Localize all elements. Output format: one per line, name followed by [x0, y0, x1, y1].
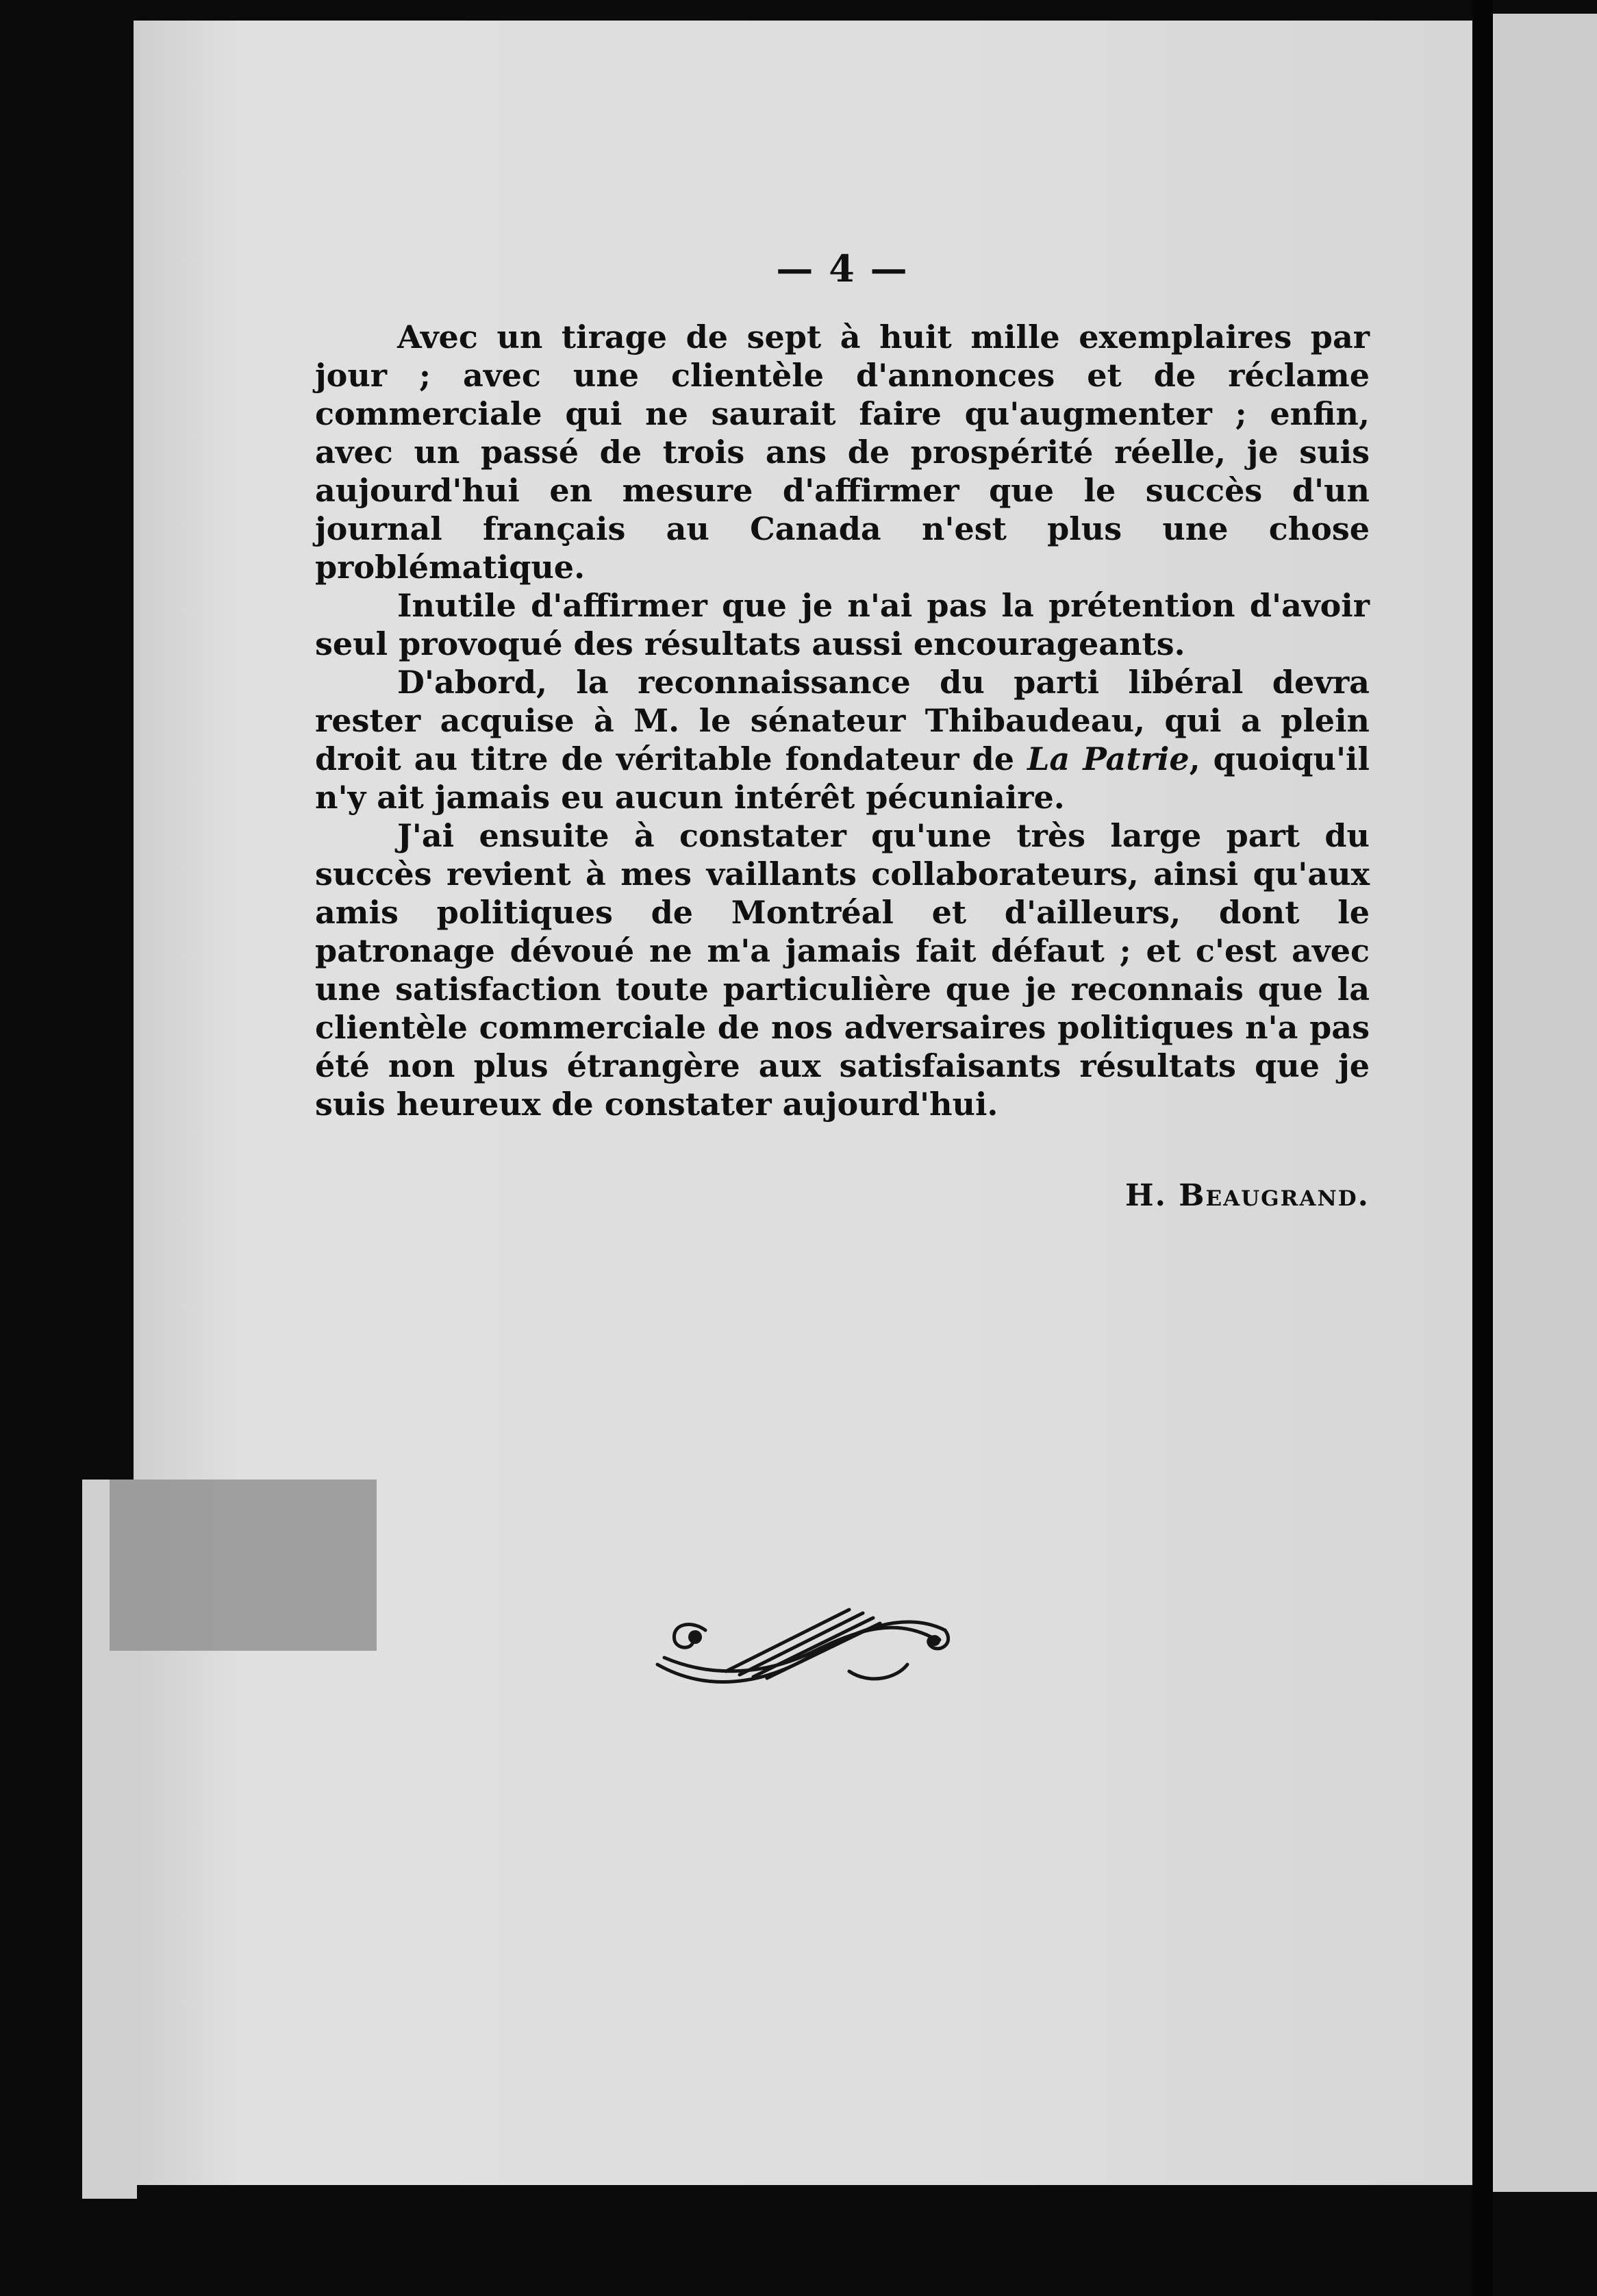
paragraph-1 — [315, 318, 1370, 586]
paragraph-text: Avec un tirage de sept à huit mille exemplaires par jour ; avec une clientèle d'annonces et de réclame commerciale qui ne saurait faire qu'augmenter ; enfin, avec un passé de trois ans de prospérité réelle, je suis aujourd'hui en mesure d'affirmer que le succès d'un journal français au Canada n'est plus une chose problématique. — [315, 319, 1370, 586]
paragraph-text: D'abord, la reconnaissance du parti libéral devra rester acquise à M. le sénateur Thibaudeau, qui a plein droit au titre de véritable fondateur de — [315, 664, 1370, 777]
paragraph-text: J'ai ensuite à constater qu'une très large part du succès revient à mes vaillants collaborateurs, ainsi qu'aux amis politiques de Montréal et d'ailleurs, dont le patronage dévoué ne m'a jamais fait défaut ; et c'est avec une satisfaction toute particulière que je reconnais que la clientèle commerciale de nos adversaires politiques n'a pas été non plus étrangère aux satisfaisants résultats que je suis heureux de constater aujourd'hui. — [315, 817, 1370, 1123]
scan-smudge — [110, 1480, 377, 1651]
adjacent-page — [1493, 14, 1597, 2192]
paragraph-4 — [315, 816, 1370, 1123]
paragraph-2 — [315, 586, 1370, 663]
page-number: — 4 — — [776, 247, 909, 290]
flourish-ornament-icon — [644, 1582, 959, 1706]
paragraph-text: , quoiqu'il n'y ait jamais eu aucun intérêt pécuniaire. — [315, 740, 1370, 816]
newspaper-title: La Patrie — [1027, 740, 1190, 777]
signature: H. Beaugrand. — [1125, 1178, 1370, 1213]
paragraph-3 — [315, 663, 1370, 816]
page-gutter — [1472, 0, 1493, 2296]
page-content — [315, 247, 1370, 1213]
paragraph-text: Inutile d'affirmer que je n'ai pas la prétention d'avoir seul provoqué des résultats aussi encourageants. — [315, 587, 1370, 662]
